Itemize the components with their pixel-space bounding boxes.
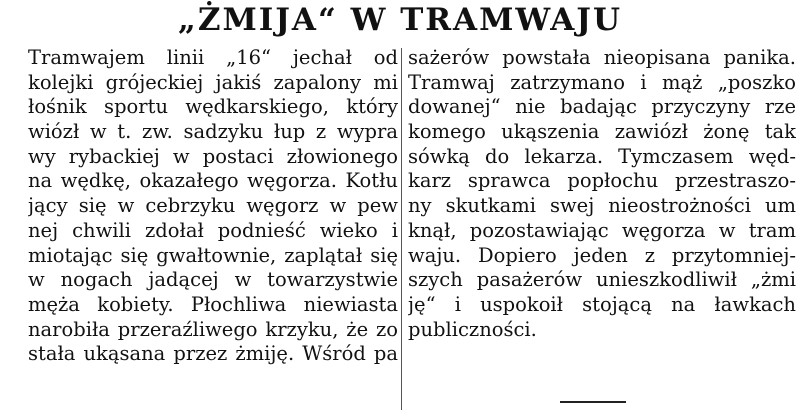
article-column-right bbox=[408, 46, 796, 342]
text-line: szych pasażerów unieszkodliwił „żmi bbox=[408, 268, 796, 292]
column-divider bbox=[401, 48, 402, 410]
text-line: waju. Dopiero jeden z przytomniej- bbox=[408, 243, 796, 267]
text-line: stała ukąsana przez żmiję. Wśród pa bbox=[28, 342, 398, 366]
text-line: narobiła przeraźliwego krzyku, że zo bbox=[28, 317, 398, 341]
text-line: miotając się gwałtownie, zaplątał się bbox=[28, 243, 398, 267]
text-line: knął, pozostawiając węgorza w tram bbox=[408, 218, 796, 242]
text-line: męża kobiety. Płochliwa niewiasta bbox=[28, 292, 398, 316]
text-line: publiczności. bbox=[408, 317, 537, 341]
article-end-rule bbox=[560, 401, 626, 403]
text-line: karz sprawca popłochu przestraszo- bbox=[408, 169, 796, 193]
text-line: Tramwaj zatrzymano i mąż „poszko bbox=[408, 70, 796, 94]
text-line: kolejki grójeckiej jakiś zapalony mi bbox=[28, 70, 398, 94]
text-line: dowanej“ nie badając przyczyny rze bbox=[408, 95, 796, 119]
text-line: Tramwajem linii „16“ jechał od bbox=[28, 46, 398, 69]
text-line: nej chwili zdołał podnieść wieko i bbox=[28, 218, 398, 242]
text-line: sówką do lekarza. Tymczasem węd- bbox=[408, 144, 796, 168]
text-line: sażerów powstała nieopisana panika. bbox=[408, 46, 796, 69]
text-line: na wędkę, okazałego węgorza. Kotłu bbox=[28, 169, 398, 193]
text-line: ję“ i uspokoił stojącą na ławkach bbox=[408, 292, 796, 316]
text-line: wy rybackiej w postaci złowionego bbox=[28, 144, 398, 168]
text-line: jący się w cebrzyku węgorz w pew bbox=[28, 194, 398, 218]
article-column-left bbox=[28, 46, 398, 367]
article-headline: „ŻMIJA“ W TRAMWAJU bbox=[177, 2, 622, 38]
text-line: w nogach jadącej w towarzystwie bbox=[28, 268, 398, 292]
text-line: wiózł w t. zw. sadzyku łup z wypra bbox=[28, 120, 398, 144]
text-line: łośnik sportu wędkarskiego, który bbox=[28, 95, 398, 119]
text-line: ny skutkami swej nieostrożności um bbox=[408, 194, 796, 218]
text-line: komego ukąszenia zawiózł żonę tak bbox=[408, 120, 796, 144]
